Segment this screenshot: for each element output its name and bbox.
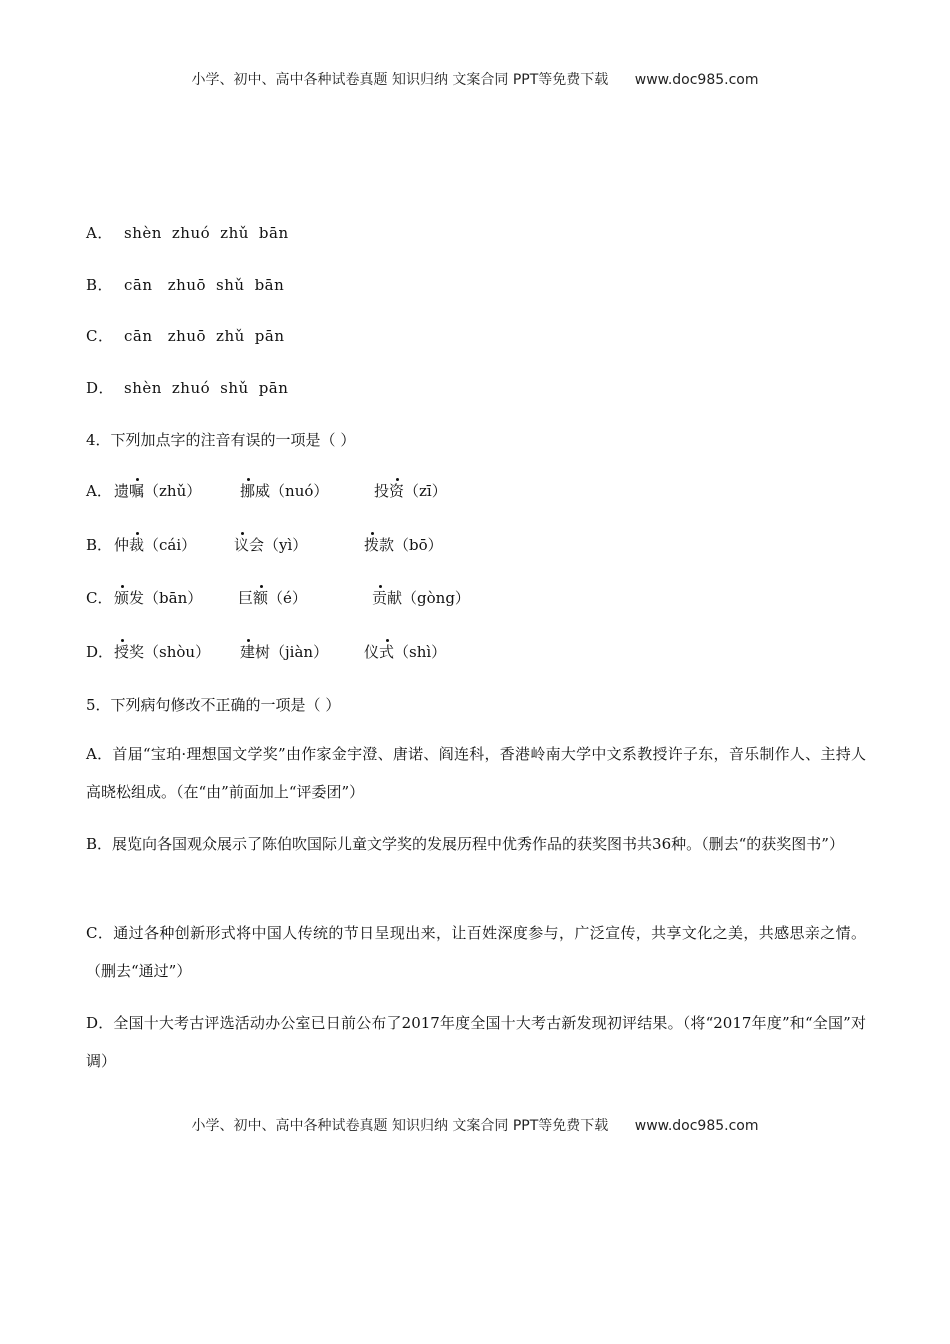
option-label: D． [86, 379, 115, 397]
pinyin: （yì） [264, 536, 308, 554]
q5-stem: 5．下列病句修改不正确的一项是（ ） [86, 696, 341, 714]
q5-option-b: B．展览向各国观众展示了陈伯吹国际儿童文学奖的发展历程中优秀作品的获奖图书共36种。（删去“的获奖图书”） [86, 835, 844, 853]
pinyin: zhuó [171, 224, 211, 242]
char: 奖 [129, 643, 145, 661]
pinyin: zhǔ [216, 327, 245, 345]
answer-item [114, 587, 202, 608]
q4-option-b [86, 534, 866, 556]
pinyin: pān [258, 379, 289, 397]
pinyin: cān [124, 327, 158, 345]
answer-item [374, 480, 447, 501]
pinyin: （bō） [394, 536, 443, 554]
char: 树 [255, 643, 271, 661]
pinyin: zhuó [171, 379, 211, 397]
header-url: www.doc985.com [634, 72, 759, 88]
pinyin: （zī） [404, 482, 447, 500]
q4-option-a [86, 480, 866, 502]
char: 仲 [114, 536, 130, 554]
q5-option-d: D．全国十大考古评选活动办公室已日前公布了2017年度全国十大考古新发现初评结果。（将“2017年度”和“全国”对调） [86, 1014, 866, 1070]
q3-option-d [86, 377, 298, 398]
char: 遗 [114, 482, 130, 500]
pinyin: cān [124, 276, 158, 294]
char: 投 [374, 482, 390, 500]
dotted-char: 资 [389, 482, 405, 500]
option-label: C． [86, 327, 114, 345]
pinyin: shèn [124, 224, 162, 242]
pinyin: （nuó） [270, 482, 329, 500]
pinyin: （é） [268, 589, 307, 607]
answer-item [234, 534, 307, 555]
option-label: B． [86, 276, 114, 294]
dotted-char: 拨 [364, 536, 380, 554]
pinyin: shǔ [220, 379, 249, 397]
footer-text: 小学、初中、高中各种试卷真题 知识归纳 文案合同 PPT等免费下载 [191, 1118, 609, 1134]
dotted-char: 建 [240, 643, 256, 661]
answer-item [372, 587, 470, 608]
q5-option-a: A．首届“宝珀·理想国文学奖”由作家金宇澄、唐诺、阎连科，香港岭南大学中文系教授许子东，音乐制作人、主持人高晓松组成。（在“由”前面加上“评委团”） [86, 745, 866, 801]
pinyin: zhuō [167, 276, 207, 294]
answer-item [240, 480, 328, 501]
dotted-char: 挪 [240, 482, 256, 500]
pinyin: （shòu） [144, 643, 211, 661]
pinyin: （jiàn） [270, 643, 329, 661]
answer-item [114, 480, 201, 501]
dotted-char: 授 [114, 643, 130, 661]
footer-url: www.doc985.com [634, 1118, 759, 1134]
answer-item [364, 534, 443, 555]
answer-item [114, 641, 210, 662]
dotted-char: 额 [253, 589, 269, 607]
char: 款 [379, 536, 395, 554]
option-label: C． [86, 589, 113, 607]
q4-option-c [86, 587, 866, 609]
option-label: A． [86, 482, 112, 500]
q3-option-a [86, 222, 299, 243]
char: 会 [249, 536, 265, 554]
option-label: A． [86, 224, 113, 242]
pinyin: shèn [124, 379, 162, 397]
q4-option-d [86, 641, 866, 663]
pinyin: （cái） [144, 536, 197, 554]
header-text: 小学、初中、高中各种试卷真题 知识归纳 文案合同 PPT等免费下载 [191, 72, 609, 88]
answer-item [364, 641, 446, 662]
pinyin: bān [254, 276, 285, 294]
page-header [0, 69, 950, 89]
q3-option-b [86, 274, 294, 295]
answer-item [240, 641, 328, 662]
dotted-char: 贡 [372, 589, 388, 607]
char: 献 [387, 589, 403, 607]
pinyin: shǔ [216, 276, 245, 294]
pinyin: zhǔ [220, 224, 249, 242]
dotted-char: 议 [234, 536, 250, 554]
page-footer [0, 1115, 950, 1135]
dotted-char: 裁 [129, 536, 145, 554]
dotted-char: 颁 [114, 589, 130, 607]
char: 仪 [364, 643, 380, 661]
dotted-char: 嘱 [129, 482, 145, 500]
option-label: B． [86, 536, 113, 554]
pinyin: zhuō [167, 327, 207, 345]
pinyin: （bān） [144, 589, 203, 607]
pinyin: bān [258, 224, 289, 242]
q3-option-c [86, 325, 295, 346]
option-label: D． [86, 643, 114, 661]
q5-option-c: C．通过各种创新形式将中国人传统的节日呈现出来，让百姓深度参与，广泛宣传，共享文化之美，共感思亲之情。（删去“通过”） [86, 924, 866, 980]
char: 发 [129, 589, 145, 607]
answer-item [114, 534, 196, 555]
pinyin: （shì） [394, 643, 447, 661]
char: 巨 [238, 589, 254, 607]
pinyin: pān [254, 327, 285, 345]
q4-stem: 4．下列加点字的注音有误的一项是（ ） [86, 431, 356, 449]
pinyin: （zhǔ） [144, 482, 202, 500]
pinyin: （gòng） [402, 589, 470, 607]
answer-item [238, 587, 307, 608]
dotted-char: 式 [379, 643, 395, 661]
char: 威 [255, 482, 271, 500]
